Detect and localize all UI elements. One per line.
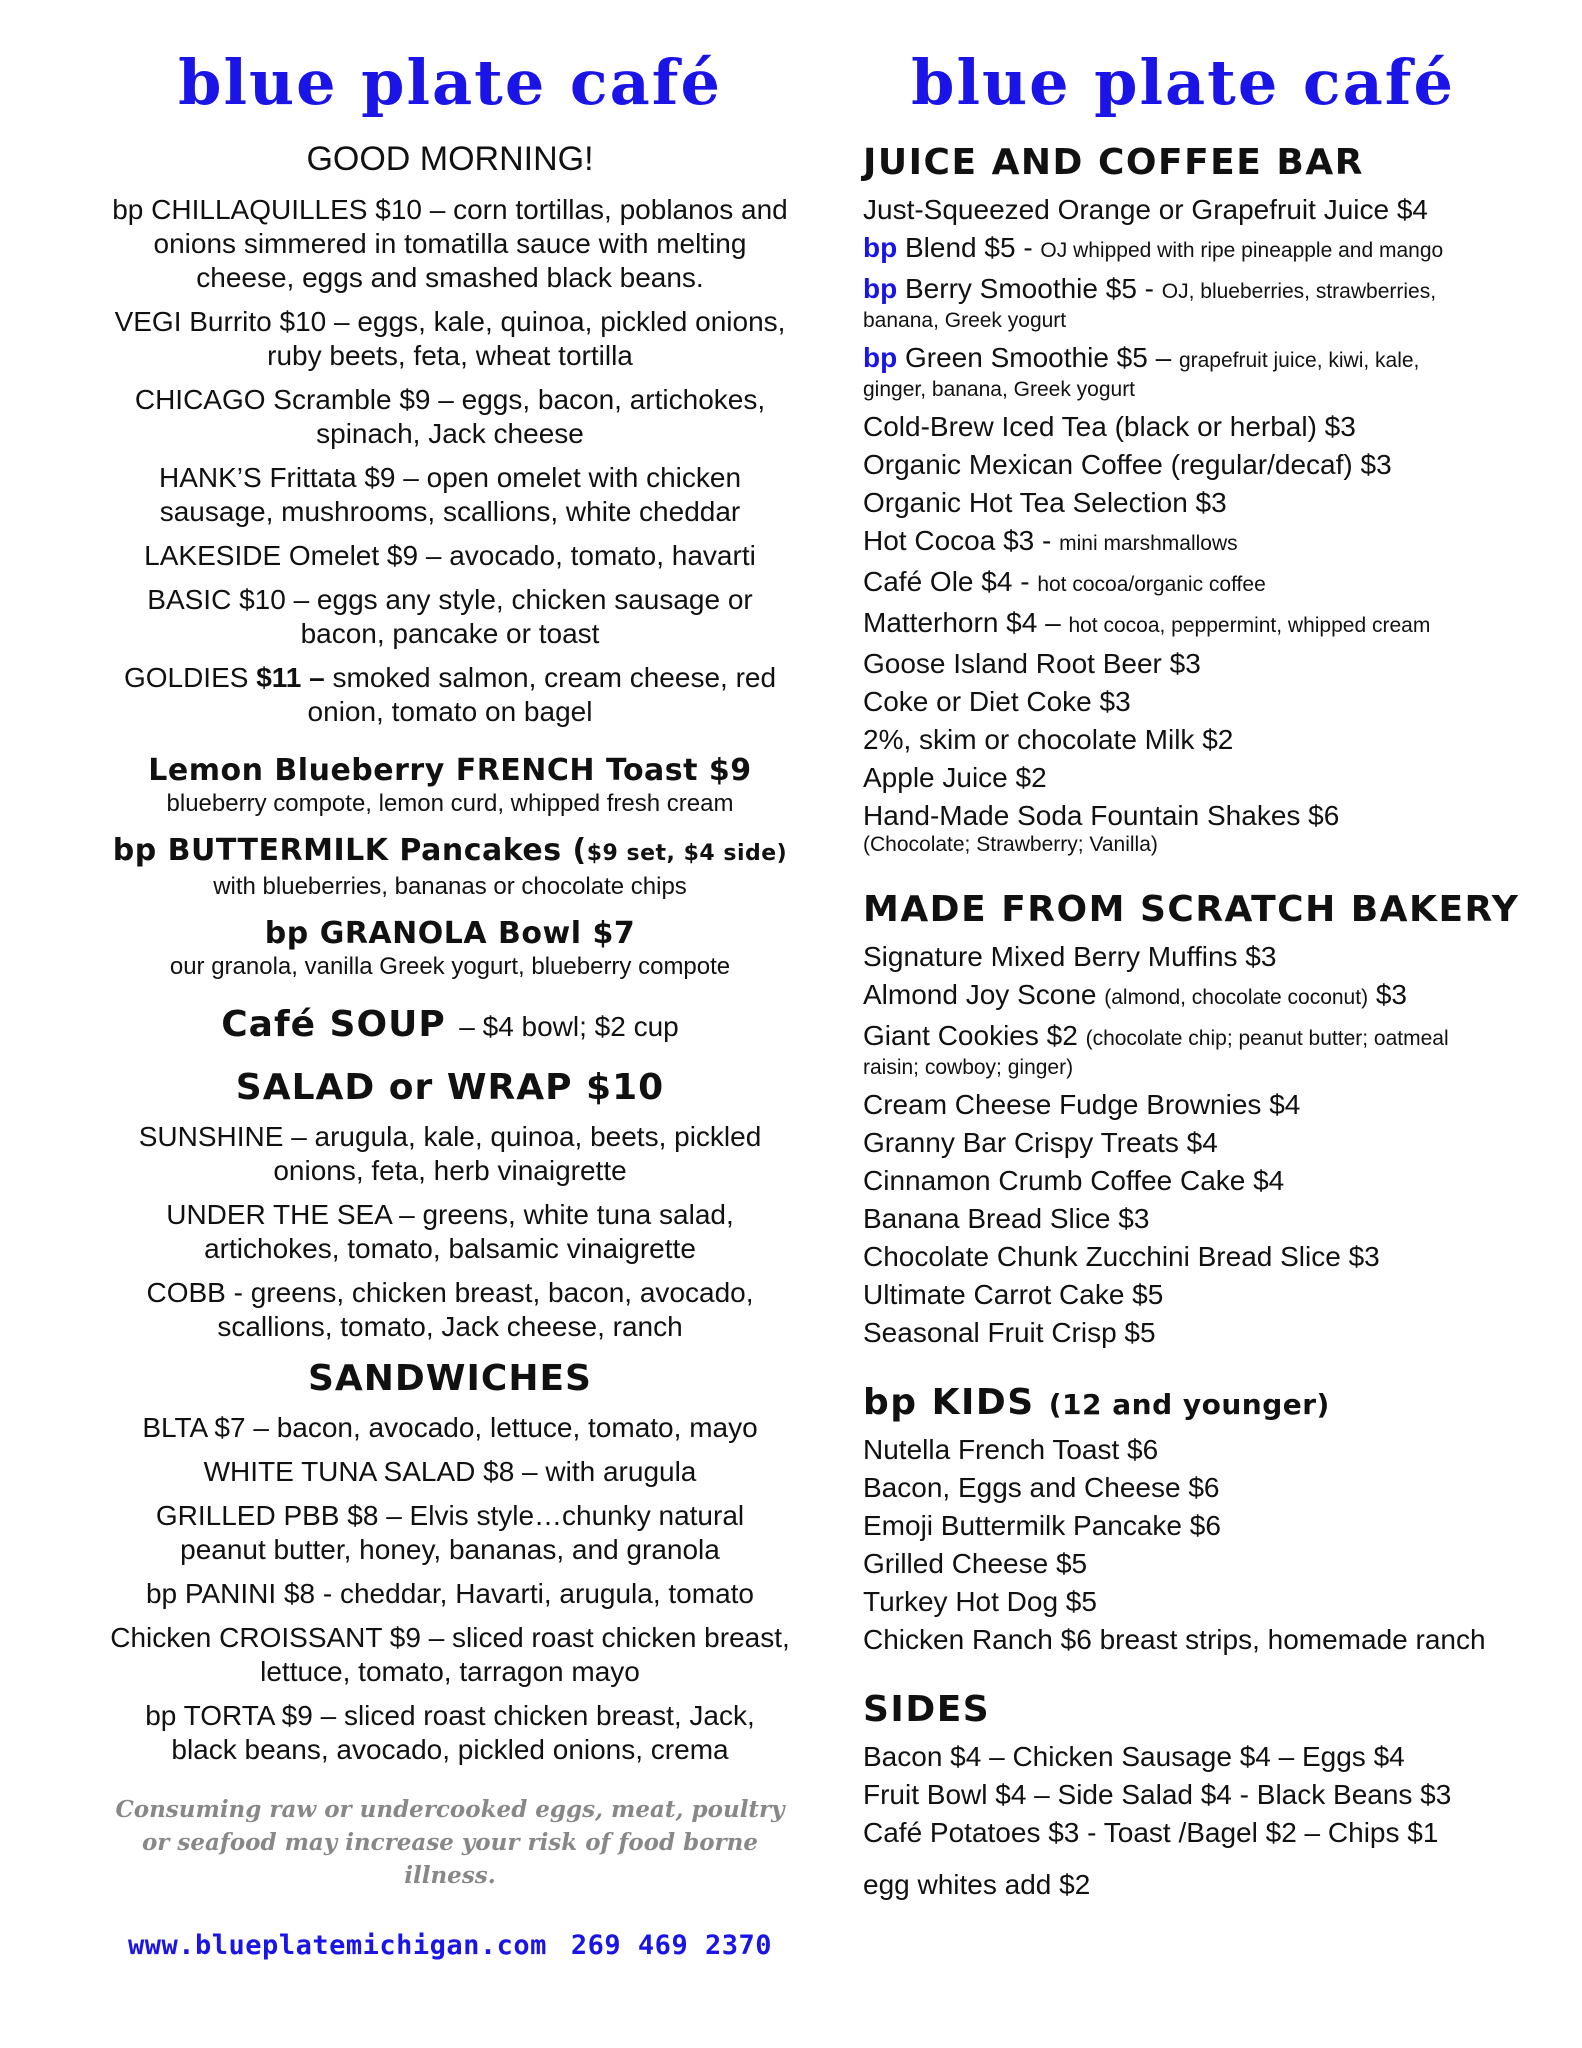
menu-item: Café Potatoes $3 - Toast /Bagel $2 – Chips $1 [863, 1817, 1439, 1848]
green-desc-cont: ginger, banana, Greek yogurt [863, 378, 1136, 401]
menu-item-berry [863, 270, 1553, 311]
menu-item: Bacon $4 – Chicken Sausage $4 – Eggs $4 [863, 1741, 1405, 1772]
food-safety-warning: Consuming raw or undercooked eggs, meat, poultry or seafood may increase your risk of food borne illness. [115, 1796, 785, 1889]
pancakes-name: bp BUTTERMILK Pancakes ( [112, 833, 587, 868]
soup-title: Café SOUP [221, 1004, 446, 1045]
bakery-heading: MADE FROM SCRATCH BAKERY [863, 889, 1520, 930]
menu-item: Banana Bread Slice $3 [863, 1203, 1150, 1234]
menu-item: bp PANINI $8 - cheddar, Havarti, arugula, tomato [145, 1578, 754, 1609]
menu-item: Emoji Buttermilk Pancake $6 [863, 1510, 1221, 1541]
bp-label: bp [863, 342, 898, 373]
menu-item: BASIC $10 – eggs any style, chicken sausage or bacon, pancake or toast [147, 584, 753, 649]
menu-item: Fruit Bowl $4 – Side Salad $4 - Black Beans $3 [863, 1779, 1452, 1810]
matterhorn-desc: hot cocoa, peppermint, whipped cream [1068, 614, 1431, 637]
menu-item: Hand-Made Soda Fountain Shakes $6 [863, 800, 1340, 831]
left-column [110, 0, 790, 1961]
cookies-desc-cont: raisin; cowboy; ginger) [863, 1056, 1074, 1079]
scone-name: Almond Joy Scone [863, 979, 1097, 1010]
menu-item: Bacon, Eggs and Cheese $6 [863, 1472, 1220, 1503]
bp-label: bp [863, 273, 898, 304]
menu-item: Chicken CROISSANT $9 – sliced roast chicken breast, lettuce, tomato, tarragon mayo [110, 1622, 790, 1687]
brand-logo-right: blue plate café [911, 46, 1455, 119]
kids-title: bp KIDS [863, 1382, 1035, 1423]
menu-item: Organic Mexican Coffee (regular/decaf) $3 [863, 449, 1392, 480]
french-toast-title: Lemon Blueberry FRENCH Toast $9 [148, 753, 752, 788]
cocoa-name: Hot Cocoa $3 - [863, 525, 1052, 556]
phone-number: 269 469 2370 [570, 1930, 772, 1961]
brand-logo-left: blue plate café [178, 46, 722, 119]
shakes-note: (Chocolate; Strawberry; Vanilla) [863, 833, 1158, 856]
right-column [863, 0, 1553, 1904]
menu-item: Cold-Brew Iced Tea (black or herbal) $3 [863, 411, 1356, 442]
menu-item: Nutella French Toast $6 [863, 1434, 1159, 1465]
cookies-name: Giant Cookies $2 [863, 1020, 1078, 1051]
menu-item: SUNSHINE – arugula, kale, quinoa, beets, pickled onions, feta, herb vinaigrette [138, 1121, 762, 1186]
menu-item: Apple Juice $2 [863, 762, 1047, 793]
menu-item: Seasonal Fruit Crisp $5 [863, 1317, 1156, 1348]
menu-item-blend [863, 229, 1553, 270]
granola-title: bp GRANOLA Bowl $7 [264, 916, 636, 951]
menu-item: Signature Mixed Berry Muffins $3 [863, 941, 1277, 972]
menu-item: Cinnamon Crumb Coffee Cake $4 [863, 1165, 1285, 1196]
blend-name: Blend $5 - [905, 232, 1033, 263]
ole-desc: hot cocoa/organic coffee [1037, 573, 1266, 596]
menu-item: VEGI Burrito $10 – eggs, kale, quinoa, pickled onions, ruby beets, feta, wheat tortilla [114, 306, 786, 371]
goldies-name: GOLDIES [123, 662, 249, 693]
cocoa-desc: mini marshmallows [1059, 532, 1238, 555]
menu-item-matterhorn [863, 604, 1553, 645]
menu-item: CHICAGO Scramble $9 – eggs, bacon, artichokes, spinach, Jack cheese [134, 384, 766, 449]
website-link[interactable]: www.blueplatemichigan.com [128, 1930, 547, 1961]
menu-item-green [863, 339, 1553, 380]
menu-item: HANK’S Frittata $9 – open omelet with chicken sausage, mushrooms, scallions, white cheddar [158, 462, 742, 527]
ole-name: Café Ole $4 - [863, 566, 1030, 597]
menu-item: Ultimate Carrot Cake $5 [863, 1279, 1164, 1310]
menu-item: Goose Island Root Beer $3 [863, 648, 1201, 679]
menu-item: BLTA $7 – bacon, avocado, lettuce, tomato, mayo [142, 1412, 758, 1443]
menu-item: UNDER THE SEA – greens, white tuna salad, artichokes, tomato, balsamic vinaigrette [166, 1199, 734, 1264]
salad-heading: SALAD or WRAP $10 [235, 1067, 665, 1108]
sides-heading: SIDES [863, 1689, 991, 1730]
menu-item-goldies [110, 661, 790, 729]
berry-desc-cont: banana, Greek yogurt [863, 309, 1067, 332]
soup-price: – $4 bowl; $2 cup [459, 1011, 679, 1042]
menu-item: egg whites add $2 [863, 1869, 1091, 1900]
sandwich-heading: SANDWICHES [308, 1358, 592, 1399]
menu-item: Turkey Hot Dog $5 [863, 1586, 1097, 1617]
bp-label: bp [863, 232, 898, 263]
french-toast-desc: blueberry compote, lemon curd, whipped fresh cream [166, 790, 734, 817]
blend-desc: OJ whipped with ripe pineapple and mango [1040, 239, 1444, 262]
menu-item: 2%, skim or chocolate Milk $2 [863, 724, 1234, 755]
scone-desc: (almond, chocolate coconut) [1104, 986, 1369, 1009]
green-desc: grapefruit juice, kiwi, kale, [1178, 349, 1420, 372]
juice-heading: JUICE AND COFFEE BAR [863, 142, 1364, 183]
menu-item: Coke or Diet Coke $3 [863, 686, 1131, 717]
kids-heading [863, 1382, 1553, 1423]
menu-item: LAKESIDE Omelet $9 – avocado, tomato, havarti [144, 540, 756, 571]
soup-heading [110, 1004, 790, 1045]
berry-name: Berry Smoothie $5 - [905, 273, 1154, 304]
menu-item-ole [863, 563, 1553, 604]
berry-desc: OJ, blueberries, strawberries, [1161, 280, 1437, 303]
menu-item: bp CHILLAQUILLES $10 – corn tortillas, poblanos and onions simmered in tomatilla sauce with melting cheese, eggs and smashed black beans. [112, 194, 788, 293]
pancakes-title [110, 833, 790, 872]
scone-price: $3 [1375, 979, 1407, 1010]
kids-subtitle: (12 and younger) [1048, 1388, 1330, 1421]
goldies-price: $11 – [256, 662, 325, 693]
menu-item-scone [863, 976, 1553, 1017]
menu-item: Just-Squeezed Orange or Grapefruit Juice $4 [863, 194, 1428, 225]
matterhorn-name: Matterhorn $4 – [863, 607, 1061, 638]
greeting-heading: GOOD MORNING! [306, 140, 594, 178]
menu-item: COBB - greens, chicken breast, bacon, avocado, scallions, tomato, Jack cheese, ranch [146, 1277, 754, 1342]
menu-item: Cream Cheese Fudge Brownies $4 [863, 1089, 1301, 1120]
menu-item: bp TORTA $9 – sliced roast chicken breast, Jack, black beans, avocado, pickled onions, crema [145, 1700, 755, 1765]
pancakes-price: $9 set, $4 side) [586, 841, 788, 866]
green-name: Green Smoothie $5 – [905, 342, 1172, 373]
menu-item-cookies [863, 1017, 1553, 1058]
pancakes-desc: with blueberries, bananas or chocolate chips [213, 873, 687, 900]
menu-item: Chicken Ranch $6 breast strips, homemade ranch [863, 1624, 1486, 1655]
goldies-desc: smoked salmon, cream cheese, red onion, tomato on bagel [307, 662, 777, 727]
menu-item: Chocolate Chunk Zucchini Bread Slice $3 [863, 1241, 1380, 1272]
menu-item: WHITE TUNA SALAD $8 – with arugula [203, 1456, 697, 1487]
footer-contact [110, 1930, 790, 1961]
menu-item: Organic Hot Tea Selection $3 [863, 487, 1227, 518]
cookies-desc: (chocolate chip; peanut butter; oatmeal [1085, 1027, 1449, 1050]
menu-item-cocoa [863, 522, 1553, 563]
menu-item: GRILLED PBB $8 – Elvis style…chunky natural peanut butter, honey, bananas, and granola [155, 1500, 745, 1565]
granola-desc: our granola, vanilla Greek yogurt, blueberry compote [169, 953, 731, 980]
menu-item: Grilled Cheese $5 [863, 1548, 1088, 1579]
menu-item: Granny Bar Crispy Treats $4 [863, 1127, 1218, 1158]
